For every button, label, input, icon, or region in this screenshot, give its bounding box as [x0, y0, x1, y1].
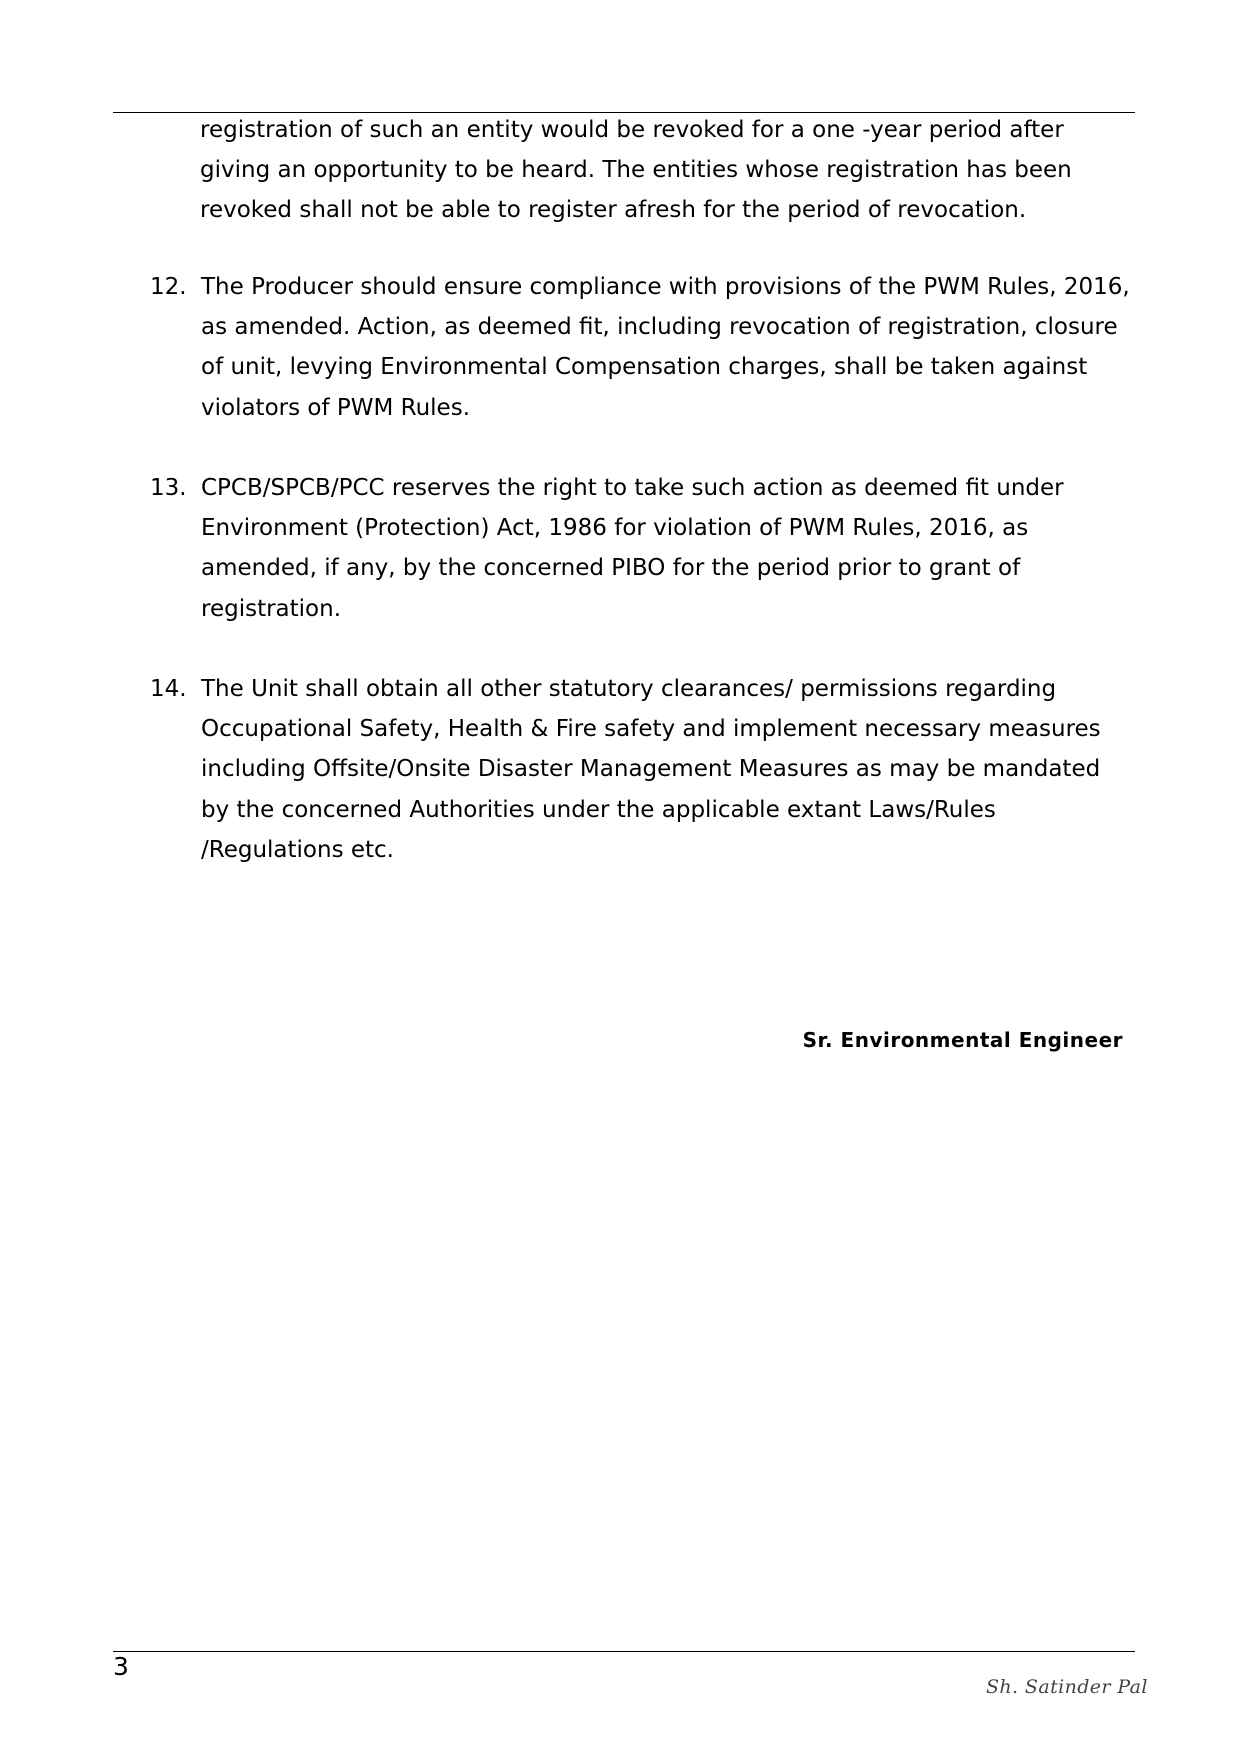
paragraph-line: The Unit shall obtain all other statutory clearances/ permissions regarding [201, 676, 1057, 702]
paragraph-line: Occupational Safety, Health & Fire safety and implement necessary measures [201, 716, 1101, 743]
paragraph-line: amended, if any, by the concerned PIBO for the period prior to grant of [201, 555, 1021, 582]
paragraph-line: including Offsite/Onsite Disaster Management Measures as may be mandated [201, 756, 1101, 783]
list-item-text [201, 669, 1141, 870]
paragraph-line: of unit, levying Environmental Compensation charges, shall be taken against [201, 354, 1088, 381]
paragraph-line: revoked shall not be able to register afresh for the period of revocation. [200, 197, 1027, 224]
paragraph-line: registration. [201, 595, 342, 622]
signature-mark: Sh. Satinder Pal [986, 1676, 1148, 1698]
paragraph-line: giving an opportunity to be heard. The entities whose registration has been [200, 157, 1072, 184]
paragraph-line: violators of PWM Rules. [201, 394, 471, 421]
footer-rule [113, 1651, 1135, 1652]
paragraph-line: /Regulations etc. [201, 836, 394, 863]
list-item-number: 12. [150, 274, 187, 300]
list-item-number: 14. [150, 676, 187, 702]
signatory-title: Sr. Environmental Engineer [802, 1028, 1123, 1052]
page-number: 3 [113, 1652, 129, 1681]
paragraph-line: registration of such an entity would be revoked for a one -year period after [200, 117, 1064, 143]
paragraph-line: by the concerned Authorities under the applicable extant Laws/Rules [201, 796, 996, 823]
paragraph-line: The Producer should ensure compliance with provisions of the PWM Rules, 2016, [201, 274, 1130, 300]
list-item-text [201, 267, 1141, 428]
list-item-number: 13. [150, 475, 187, 501]
paragraph-line: as amended. Action, as deemed fit, including revocation of registration, closure [201, 314, 1118, 341]
paragraph-line: CPCB/SPCB/PCC reserves the right to take such action as deemed fit under [201, 475, 1064, 501]
paragraph-line: Environment (Protection) Act, 1986 for violation of PWM Rules, 2016, as [201, 515, 1029, 542]
list-item-text [201, 468, 1141, 629]
continued-paragraph [200, 110, 1130, 231]
